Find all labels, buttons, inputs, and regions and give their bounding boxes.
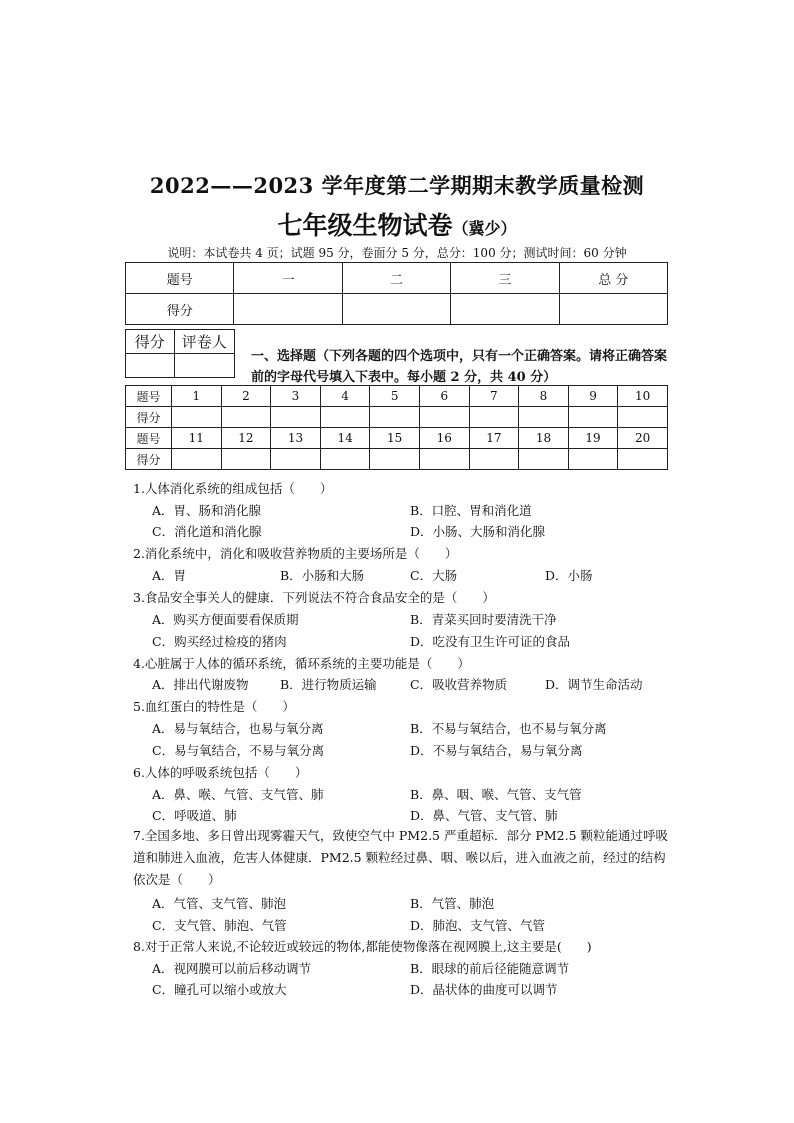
- grader-score-label: 得分: [126, 330, 175, 354]
- answer-blank: [320, 407, 370, 428]
- question-1-option-a: A．胃、肠和消化腺: [152, 503, 262, 518]
- grader-header-row: [126, 330, 235, 354]
- question-4-option-d: D．调节生命活动: [545, 677, 643, 692]
- question-5-option-c: C．易与氧结合，不易与氧分离: [152, 743, 325, 758]
- question-4-option-b: B．进行物质运输: [280, 677, 377, 692]
- score-blank: [451, 294, 559, 325]
- question-4-option-a: A．排出代谢废物: [152, 677, 249, 692]
- exam-subtitle: [0, 206, 794, 242]
- answer-number: 6: [419, 386, 469, 407]
- answer-number: 20: [618, 428, 668, 449]
- answer-blank: [568, 449, 618, 470]
- answer-blank: [370, 407, 420, 428]
- answer-label: 得分: [126, 449, 172, 470]
- answer-number: 10: [618, 386, 668, 407]
- question-6-option-b: B．鼻、咽、喉、气管、支气管: [410, 787, 582, 802]
- answer-table: [125, 385, 668, 470]
- question-7-option-d: D．肺泡、支气管、气管: [410, 918, 546, 933]
- question-5-stem: 5.血红蛋白的特性是（ ）: [133, 699, 295, 714]
- subtitle-note: （冀少）: [452, 219, 517, 238]
- question-3-option-d: D．吃没有卫生许可证的食品: [410, 634, 571, 649]
- question-8-option-c: C．瞳孔可以缩小或放大: [152, 982, 287, 997]
- question-8-stem: 8.对于正常人来说,不论较近或较远的物体,都能使物像落在视网膜上,这主要是( ): [133, 939, 592, 954]
- answer-row-blank-2: [126, 449, 668, 470]
- question-2-option-c: C．大肠: [410, 568, 458, 583]
- answer-number: 15: [370, 428, 420, 449]
- answer-number: 12: [221, 428, 271, 449]
- answer-blank: [271, 449, 321, 470]
- answer-blank: [221, 407, 271, 428]
- question-3-option-a: A．购买方便面要看保质期: [152, 612, 299, 627]
- answer-blank: [419, 449, 469, 470]
- answer-blank: [469, 407, 519, 428]
- subtitle-text: 七年级生物试卷: [277, 211, 453, 240]
- question-4-option-c: C．吸收营养物质: [410, 677, 508, 692]
- question-4-stem: 4.心脏属于人体的循环系统，循环系统的主要功能是（ ）: [133, 656, 470, 671]
- question-7-option-b: B．气管、肺泡: [410, 896, 495, 911]
- score-blank: [342, 294, 450, 325]
- exam-instructions: 说明：本试卷共 4 页；试题 95 分，卷面分 5 分，总分：100 分；测试时间：60 分钟: [167, 246, 627, 260]
- answer-blank: [568, 407, 618, 428]
- score-cell: 二: [342, 263, 450, 294]
- question-1-option-c: C．消化道和消化腺: [152, 524, 262, 539]
- question-7-option-a: A．气管、支气管、肺泡: [152, 896, 287, 911]
- answer-row-numbers-1: [126, 386, 668, 407]
- grader-blank: [126, 354, 175, 378]
- answer-blank: [519, 449, 569, 470]
- answer-number: 13: [271, 428, 321, 449]
- score-table-score-row: [126, 294, 668, 325]
- answer-blank: [271, 407, 321, 428]
- answer-number: 1: [172, 386, 222, 407]
- score-blank: [234, 294, 342, 325]
- question-2-option-b: B．小肠和大肠: [280, 568, 365, 583]
- answer-blank: [221, 449, 271, 470]
- answer-blank: [618, 407, 668, 428]
- question-6-option-a: A．鼻、喉、气管、支气管、肺: [152, 787, 324, 802]
- answer-number: 4: [320, 386, 370, 407]
- answer-number: 19: [568, 428, 618, 449]
- grader-blank: [174, 354, 234, 378]
- answer-number: 11: [172, 428, 222, 449]
- question-3-option-b: B．青菜买回时要清洗干净: [410, 612, 557, 627]
- question-1-option-d: D．小肠、大肠和消化腺: [410, 524, 546, 539]
- question-2-stem: 2.消化系统中，消化和吸收营养物质的主要场所是（ ）: [133, 546, 458, 561]
- answer-label: 题号: [126, 386, 172, 407]
- answer-row-blank-1: [126, 407, 668, 428]
- question-8-option-a: A．视网膜可以前后移动调节: [152, 961, 312, 976]
- question-6-stem: 6.人体的呼吸系统包括（ ）: [133, 765, 308, 780]
- score-table-header-row: [126, 263, 668, 294]
- answer-blank: [320, 449, 370, 470]
- answer-number: 3: [271, 386, 321, 407]
- exam-title: 2022——2023 学年度第二学期期末教学质量检测: [149, 173, 645, 198]
- score-cell: 题号: [126, 263, 234, 294]
- answer-number: 8: [519, 386, 569, 407]
- answer-blank: [419, 407, 469, 428]
- answer-number: 9: [568, 386, 618, 407]
- answer-blank: [172, 407, 222, 428]
- question-3-option-c: C．购买经过检疫的猪肉: [152, 634, 287, 649]
- question-1-option-b: B．口腔、胃和消化道: [410, 503, 532, 518]
- answer-number: 14: [320, 428, 370, 449]
- question-6-option-c: C．呼吸道、肺: [152, 808, 237, 823]
- answer-number: 18: [519, 428, 569, 449]
- question-5-option-d: D．不易与氧结合，易与氧分离: [410, 743, 583, 758]
- score-label: 得分: [126, 294, 234, 325]
- answer-blank: [370, 449, 420, 470]
- question-2-option-a: A．胃: [152, 568, 187, 583]
- question-5-option-a: A．易与氧结合，也易与氧分离: [152, 721, 324, 736]
- question-8-option-b: B．眼球的前后径能随意调节: [410, 961, 570, 976]
- score-cell: 一: [234, 263, 342, 294]
- question-1-stem: 1.人体消化系统的组成包括（ ）: [133, 481, 333, 496]
- question-8-option-d: D．晶状体的曲度可以调节: [410, 982, 558, 997]
- answer-blank: [618, 449, 668, 470]
- question-7-stem: 7.全国多地、多日曾出现雾霾天气，致使空气中 PM2.5 严重超标．部分 PM2.5 颗粒能通过呼吸道和肺进入血液，危害人体健康．PM2.5 颗粒经过鼻、咽、喉以后，进入血液之前，经过的结构依次是（ ）: [133, 828, 668, 887]
- answer-number: 17: [469, 428, 519, 449]
- answer-blank: [172, 449, 222, 470]
- score-cell: 三: [451, 263, 559, 294]
- answer-number: 7: [469, 386, 519, 407]
- question-3-stem: 3.食品安全事关人的健康．下列说法不符合食品安全的是（ ）: [133, 590, 495, 605]
- question-7-option-c: C．支气管、肺泡、气管: [152, 918, 287, 933]
- answer-label: 得分: [126, 407, 172, 428]
- question-2-option-d: D．小肠: [545, 568, 593, 583]
- grader-name-label: 评卷人: [174, 330, 234, 354]
- answer-number: 16: [419, 428, 469, 449]
- score-blank: [559, 294, 667, 325]
- answer-row-numbers-2: [126, 428, 668, 449]
- answer-blank: [469, 449, 519, 470]
- score-table: [125, 262, 668, 325]
- answer-number: 2: [221, 386, 271, 407]
- answer-number: 5: [370, 386, 420, 407]
- question-6-option-d: D．鼻、气管、支气管、肺: [410, 808, 558, 823]
- grader-table: [125, 329, 235, 378]
- question-5-option-b: B．不易与氧结合，也不易与氧分离: [410, 721, 607, 736]
- section-one-instructions: 一、选择题（下列各题的四个选项中，只有一个正确答案。请将正确答案前的字母代号填入下表中。每小题 2 分，共 40 分）: [251, 349, 668, 385]
- score-cell: 总 分: [559, 263, 667, 294]
- grader-blank-row: [126, 354, 235, 378]
- answer-label: 题号: [126, 428, 172, 449]
- answer-blank: [519, 407, 569, 428]
